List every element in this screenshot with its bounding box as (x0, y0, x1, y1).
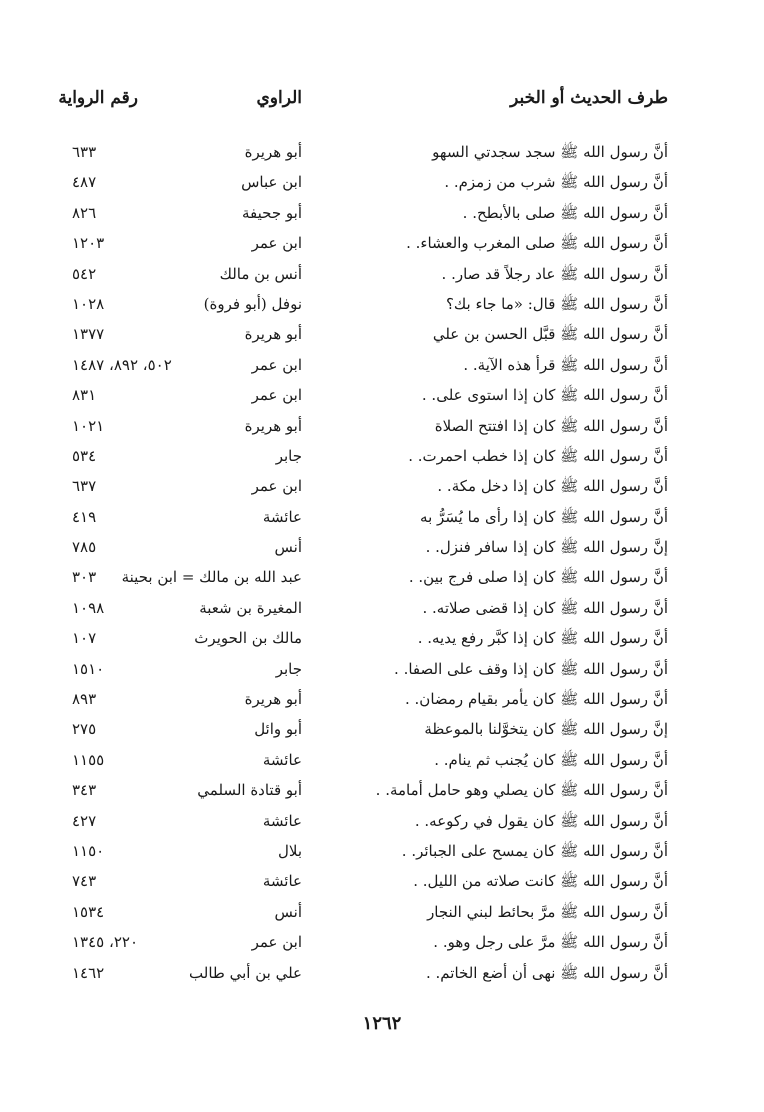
narrator-name: ابن عمر (251, 386, 302, 405)
hadith-text: أنَّ رسول الله ﷺ كان إذا قضى صلاته. . (422, 598, 668, 617)
hadith-text: أنَّ رسول الله ﷺ عاد رجلاً قد صار. . (441, 264, 668, 283)
hadith-text: أنَّ رسول الله ﷺ قرأ هذه الآية. . (463, 355, 668, 374)
hadith-text: أنَّ رسول الله ﷺ كان يُجنب ثم ينام. . (434, 750, 668, 769)
hadith-text: أنَّ رسول الله ﷺ شرب من زمزم. . (444, 173, 668, 192)
hadith-text: أنَّ رسول الله ﷺ كانت صلاته من الليل. . (413, 872, 668, 891)
hadith-text: أنَّ رسول الله ﷺ صلى بالأبطح. . (462, 203, 668, 222)
narrator-name: أبو قتادة السلمي (197, 781, 302, 800)
table-row (0, 199, 764, 229)
table-row (0, 472, 764, 502)
narration-number: ٣٤٣ (72, 781, 97, 800)
table-row (0, 563, 764, 593)
table-row (0, 503, 764, 533)
table-row (0, 381, 764, 411)
table-row (0, 746, 764, 776)
hadith-text: أنَّ رسول الله ﷺ كان يمسح على الجبائر. . (401, 841, 668, 860)
narrator-name: مالك بن الحويرث (194, 629, 302, 648)
narrator-name: عائشة (262, 507, 302, 526)
narration-number: ٦٣٣ (72, 143, 97, 161)
hadith-text: أنَّ رسول الله ﷺ مرَّ بحائط لبني النجار (427, 902, 668, 921)
narration-number: ١٥٣٤ (72, 902, 105, 921)
hadith-text: أنَّ رسول الله ﷺ كان إذا كبَّر رفع يديه. . (417, 629, 668, 648)
narration-number: ١٢٠٣ (72, 234, 105, 253)
narrator-name: أنس (274, 902, 302, 921)
narrator-name: علي بن أبي طالب (189, 963, 302, 982)
narrator-name: ابن عمر (251, 933, 302, 952)
narration-number: ١٤٦٢ (72, 963, 105, 982)
page-number: ١٢٦٢ (362, 1013, 402, 1034)
narration-number: ١٣٧٧ (72, 325, 105, 344)
narrator-name: أبو جحيفة (242, 203, 302, 222)
table-row (0, 412, 764, 442)
narration-number: ١٠٢١ (72, 416, 105, 435)
hadith-text: أنَّ رسول الله ﷺ كان إذا دخل مكة. . (437, 477, 668, 496)
table-row (0, 442, 764, 472)
hadith-text: إنَّ رسول الله ﷺ كان يتخوَّلنا بالموعظة (424, 720, 668, 739)
table-row (0, 260, 764, 290)
table-row (0, 928, 764, 958)
narrator-name: جابر (275, 446, 302, 465)
narration-number: ١٠٧ (72, 629, 97, 648)
hadith-text: أنَّ رسول الله ﷺ كان إذا وقف على الصفا. . (394, 659, 668, 678)
table-row (0, 624, 764, 654)
narrator-name: عائشة (262, 811, 302, 830)
narration-number: ٥٤٢ (72, 264, 97, 283)
hadith-text: أنَّ رسول الله ﷺ كان إذا افتتح الصلاة (434, 416, 668, 435)
narrator-name: عائشة (262, 750, 302, 769)
narrator-name: أنس بن مالك (219, 264, 302, 283)
header-narrator: الراوي (256, 88, 302, 108)
narration-number: ٢٧٥ (72, 720, 97, 739)
narration-number: ٤٨٧ (72, 173, 97, 192)
hadith-text: أنَّ رسول الله ﷺ صلى المغرب والعشاء. . (406, 234, 668, 253)
narration-number: ١٥١٠ (72, 659, 105, 678)
hadith-text: أنَّ رسول الله ﷺ كان إذا صلى فرج بين. . (408, 568, 668, 587)
hadith-text: أنَّ رسول الله ﷺ كان إذا خطب احمرت. . (408, 446, 668, 465)
narration-number: ٨٢٦ (72, 203, 97, 222)
narrator-name: أبو هريرة (244, 690, 302, 709)
table-row (0, 867, 764, 897)
narration-number: ٧٤٣ (72, 872, 97, 891)
table-row (0, 351, 764, 381)
table-row (0, 138, 764, 168)
hadith-text: أنَّ رسول الله ﷺ قبَّل الحسن بن علي (432, 325, 668, 344)
hadith-text: أنَّ رسول الله ﷺ كان يأمر بقيام رمضان. . (405, 690, 668, 709)
table-row (0, 594, 764, 624)
hadith-text: إنَّ رسول الله ﷺ كان إذا سافر فنزل. . (425, 538, 668, 557)
table-row (0, 229, 764, 259)
index-table (0, 138, 764, 989)
narration-number: ٢٢٠، ١٣٤٥ (72, 933, 139, 952)
table-row (0, 776, 764, 806)
table-row (0, 320, 764, 350)
narrator-name: ابن عمر (251, 355, 302, 374)
table-row (0, 715, 764, 745)
header-narration-number: رقم الرواية (58, 88, 138, 108)
hadith-text: أنَّ رسول الله ﷺ كان إذا استوى على. . (421, 386, 668, 405)
narration-number: ٧٨٥ (72, 538, 97, 557)
hadith-text: أنَّ رسول الله ﷺ كان إذا رأى ما يُسَرُّ به (420, 507, 668, 526)
narrator-name: أبو هريرة (244, 416, 302, 435)
hadith-text: أنَّ رسول الله ﷺ قال: «ما جاء بك؟ (445, 294, 668, 313)
narrator-name: ابن عمر (251, 234, 302, 253)
narration-number: ١١٥٥ (72, 750, 105, 769)
narration-number: ٤٢٧ (72, 811, 97, 830)
narration-number: ٣٠٣ (72, 568, 97, 587)
narrator-name: جابر (275, 659, 302, 678)
hadith-text: أنَّ رسول الله ﷺ كان يقول في ركوعه. . (414, 811, 668, 830)
narration-number: ٤١٩ (72, 507, 97, 526)
narration-number: ٥٣٤ (72, 446, 97, 465)
table-row (0, 290, 764, 320)
table-row (0, 837, 764, 867)
table-row (0, 807, 764, 837)
narrator-name: المغيرة بن شعبة (199, 598, 302, 617)
narration-number: ١٠٩٨ (72, 598, 105, 617)
header-hadith-text: طرف الحديث أو الخبر (510, 88, 668, 108)
narration-number: ١٠٢٨ (72, 294, 105, 313)
table-row (0, 959, 764, 989)
narrator-name: أنس (274, 538, 302, 557)
narration-number: ٥٠٢، ٨٩٢، ١٤٨٧ (72, 355, 172, 374)
table-row (0, 685, 764, 715)
hadith-text: أنَّ رسول الله ﷺ سجد سجدتي السهو (432, 143, 668, 161)
table-row (0, 655, 764, 685)
narration-number: ٦٣٧ (72, 477, 97, 496)
table-row (0, 533, 764, 563)
narrator-name: أبو هريرة (244, 143, 302, 161)
narrator-name: بلال (277, 841, 302, 860)
narrator-name: ابن عباس (241, 173, 302, 192)
narration-number: ٨٩٣ (72, 690, 97, 709)
narrator-name: عائشة (262, 872, 302, 891)
hadith-text: أنَّ رسول الله ﷺ مرَّ على رجل وهو. . (433, 933, 668, 952)
narrator-name: أبو وائل (254, 720, 302, 739)
hadith-text: أنَّ رسول الله ﷺ كان يصلي وهو حامل أمامة. . (375, 781, 668, 800)
narrator-name: ابن عمر (251, 477, 302, 496)
narration-number: ١١٥٠ (72, 841, 105, 860)
narrator-name: عبد الله بن مالك = ابن بحينة (121, 568, 302, 587)
table-row (0, 168, 764, 198)
narration-number: ٨٣١ (72, 386, 97, 405)
table-row (0, 898, 764, 928)
narrator-name: نوفل (أبو فروة) (203, 294, 302, 313)
narrator-name: أبو هريرة (244, 325, 302, 344)
hadith-text: أنَّ رسول الله ﷺ نهى أن أضع الخاتم. . (426, 963, 668, 982)
